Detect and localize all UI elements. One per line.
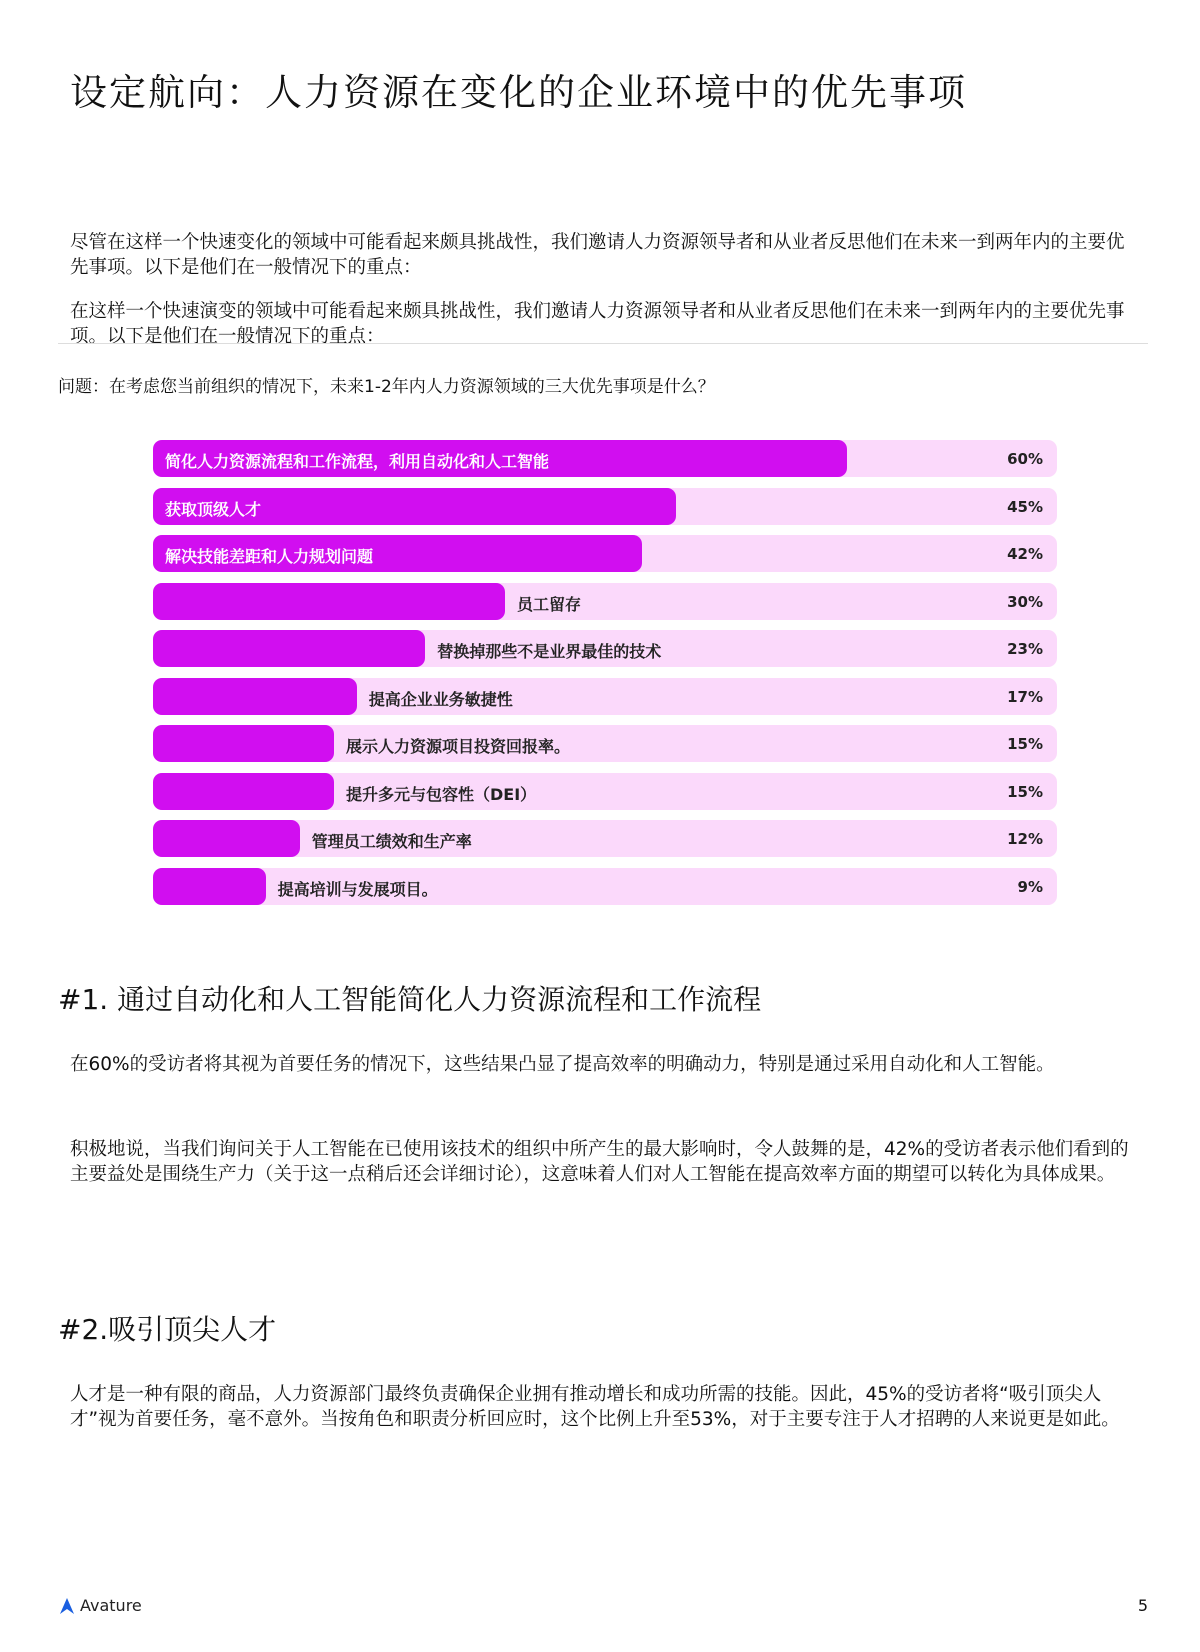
value-label: 42% — [1007, 545, 1043, 563]
bar-label: 提升多元与包容性（DEI） — [346, 784, 537, 804]
bar — [153, 630, 425, 667]
value-label: 15% — [1007, 782, 1043, 801]
bar — [153, 773, 334, 810]
survey-question: 问题：在考虑您当前组织的情况下，未来1-2年内人力资源领域的三大优先事项是什么？ — [58, 377, 715, 397]
value-label: 30% — [1007, 592, 1043, 611]
page-number: 5 — [1137, 1596, 1148, 1615]
bar-label: 解决技能差距和人力规划问题 — [165, 547, 374, 566]
bar-track — [153, 725, 1057, 762]
brand-name: Avature — [80, 1596, 142, 1615]
avature-logo-icon — [58, 1597, 76, 1615]
bar-label: 员工留存 — [517, 594, 582, 614]
bar-track — [153, 583, 1057, 620]
bar-label: 替换掉那些不是业界最佳的技术 — [437, 642, 662, 661]
bar-label: 展示人力资源项目投资回报率。 — [346, 737, 571, 756]
intro-paragraph-1: 尽管在这样一个快速变化的领域中可能看起来颇具挑战性，我们邀请人力资源领导者和从业者反思他们在未来一到两年内的主要优先事项。以下是他们在一般情况下的重点： — [70, 232, 1125, 278]
bar-label: 管理员工绩效和生产率 — [311, 832, 472, 851]
bar-track — [153, 535, 1057, 572]
value-label: 17% — [1007, 687, 1043, 706]
bar-track — [153, 678, 1057, 715]
bar — [153, 820, 300, 857]
bar-track — [153, 820, 1057, 857]
section-1-heading: #1. 通过自动化和人工智能简化人力资源流程和工作流程 — [58, 983, 762, 1016]
section-1-paragraph-1: 在60%的受访者将其视为首要任务的情况下，这些结果凸显了提高效率的明确动力，特别是通过采用自动化和人工智能。 — [70, 1054, 1055, 1075]
section-1-paragraph-2: 积极地说，当我们询问关于人工智能在已使用该技术的组织中所产生的最大影响时，令人鼓舞的是，42%的受访者表示他们看到的主要益处是围绕生产力（关于这一点稍后还会详细讨论），这意味着人们对人工智能在提高效率方面的期望可以转化为具体成果。 — [70, 1139, 1129, 1185]
bar-track — [153, 488, 1057, 525]
bar — [153, 868, 266, 905]
bar — [153, 583, 505, 620]
value-label: 45% — [1007, 497, 1043, 516]
bar-label: 简化人力资源流程和工作流程，利用自动化和人工智能 — [165, 452, 550, 471]
page-title: 设定航向：人力资源在变化的企业环境中的优先事项 — [70, 71, 967, 114]
value-label: 23% — [1007, 640, 1043, 658]
value-label: 12% — [1007, 830, 1043, 848]
bar-label: 提高培训与发展项目。 — [277, 879, 438, 899]
bar — [153, 725, 334, 762]
section-2-paragraph: 人才是一种有限的商品，人力资源部门最终负责确保企业拥有推动增长和成功所需的技能。因此，45%的受访者将“吸引顶尖人才”视为首要任务，毫不意外。当按角色和职责分析回应时，这个比例上升至53%，对于主要专注于人才招聘的人来说更是如此。 — [70, 1384, 1120, 1430]
avature-logo — [58, 1596, 142, 1615]
value-label: 15% — [1007, 735, 1043, 753]
value-label: 60% — [1007, 450, 1043, 468]
intro-paragraph-2: 在这样一个快速演变的领域中可能看起来颇具挑战性，我们邀请人力资源领导者和从业者反思他们在未来一到两年内的主要优先事项。以下是他们在一般情况下的重点： — [70, 301, 1125, 347]
bar-label: 提高企业业务敏捷性 — [368, 689, 513, 709]
bar-label: 获取顶级人才 — [165, 499, 262, 519]
value-label: 9% — [1017, 877, 1043, 896]
bar-track — [153, 440, 1057, 477]
bar-track — [153, 773, 1057, 810]
bar-track — [153, 868, 1057, 905]
section-2-heading: #2.吸引顶尖人才 — [58, 1313, 277, 1346]
bar-track — [153, 630, 1057, 667]
bar — [153, 678, 357, 715]
